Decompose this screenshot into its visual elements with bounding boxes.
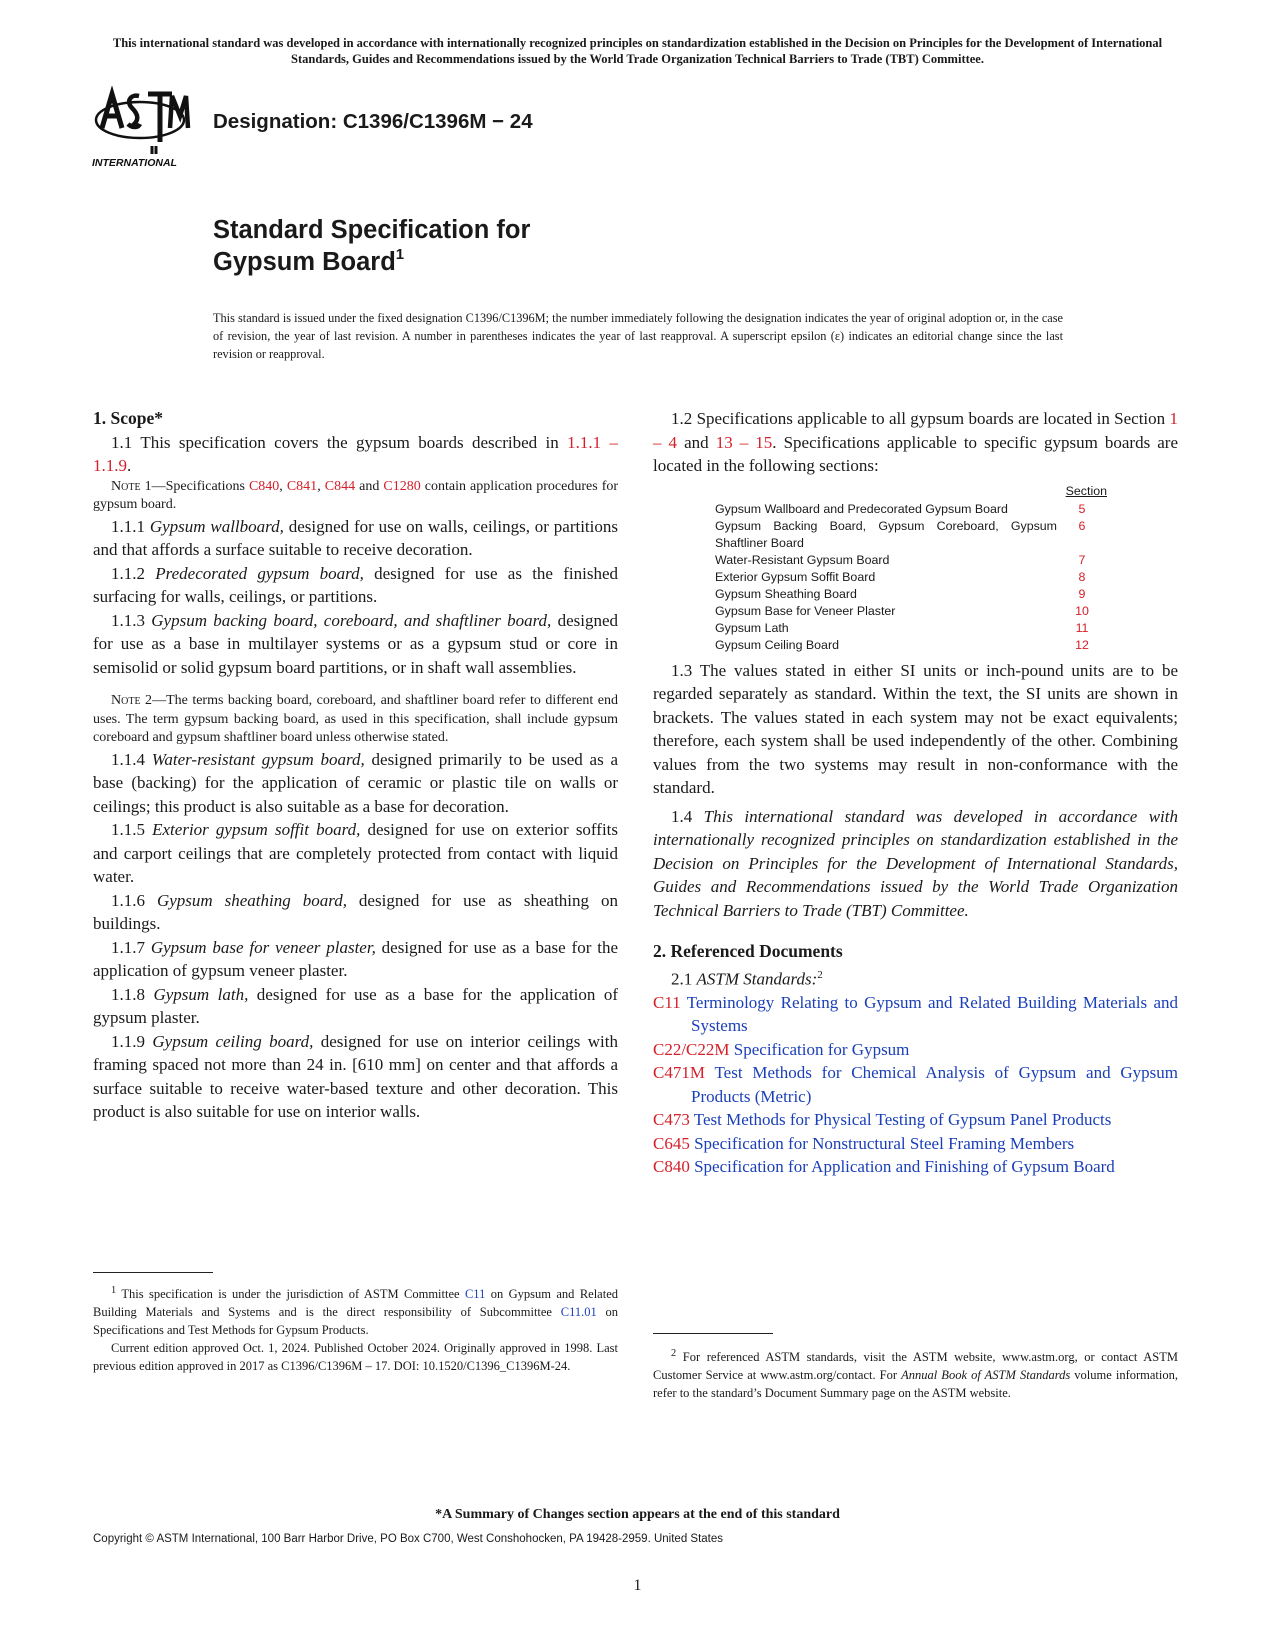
section-link[interactable]: 12	[1075, 637, 1089, 652]
section-link[interactable]: 9	[1078, 586, 1086, 601]
logo-text: INTERNATIONAL	[92, 157, 177, 169]
ref-item[interactable]: C473 Test Methods for Physical Testing of Gypsum Panel Products	[653, 1110, 1112, 1130]
designation: Designation: C1396/C1396M − 24	[213, 110, 533, 133]
para-1-1-4: 1.1.4 Water-resistant gypsum board, designed primarily to be used as a base (backing) for the application of ceramic or plastic tile on walls or ceilings; this product is also suitable as a base for decoration.	[93, 749, 619, 816]
para-1-1-7: 1.1.7 Gypsum base for veneer plaster, designed for use as a base for the application of gypsum veneer plaster.	[93, 937, 618, 980]
para-1-1-2: 1.1.2 Predecorated gypsum board, designed for use as the finished surfacing for walls, ceilings, or partitions.	[93, 563, 618, 606]
para-1-1-9: 1.1.9 Gypsum ceiling board, designed for use on interior ceilings with framing spaced not more than 24 in. [610 mm] on center and that affords a surface suitable to receive water-based texture and other decoration. This product is also suitable for use on interior walls.	[93, 1031, 618, 1121]
left-column	[93, 407, 618, 1124]
section-heading-referenced: 2. Referenced Documents	[653, 941, 843, 961]
para-1-1-6: 1.1.6 Gypsum sheathing board, designed for use as sheathing on buildings.	[93, 890, 618, 933]
committee-link[interactable]: C11	[464, 1287, 486, 1302]
astm-logo	[92, 86, 192, 176]
ref-item[interactable]: C471M Test Methods for Chemical Analysis of Gypsum and Gypsum Products (Metric)	[653, 1063, 1178, 1106]
table-header-section: Section	[1065, 483, 1107, 498]
section-link[interactable]: 10	[1075, 603, 1089, 618]
ref-link[interactable]: C844	[324, 478, 356, 494]
title-footnote-marker: 1	[395, 246, 405, 263]
astm-logo-icon	[92, 86, 192, 176]
link-sections-13-15[interactable]: 13 – 15	[715, 432, 773, 452]
section-table	[715, 483, 1107, 654]
section-link[interactable]: 11	[1075, 620, 1089, 635]
link-1-1-range[interactable]: 1.1.1 – 1.1.9	[93, 432, 618, 475]
ref-item[interactable]: C11 Terminology Relating to Gypsum and Related Building Materials and Systems	[653, 992, 1178, 1036]
footnote-1: $^1$ This specification is under the jurisdiction of ASTM Committee C11 on Gypsum and Related Building Materials and Systems and is the direct responsibility of Subcommittee C11.01 on Specifications and Test Methods for Gypsum Products. Current edition approved Oct. 1, 2024. Published October 2024. Originally approved in 1998. Last previous edition approved in 2017 as C1396/C1396M – 17. DOI: 10.1520/C1396_C1396M-24.	[93, 1285, 619, 1374]
right-column	[653, 407, 1178, 1179]
ref-link[interactable]: C840	[248, 478, 280, 494]
section-link[interactable]: 8	[1078, 569, 1086, 584]
table-row: Gypsum Wallboard and Predecorated Gypsum Board 5	[715, 501, 1107, 518]
summary-notice: *A Summary of Changes section appears at the end of this standard	[435, 1507, 840, 1522]
section-heading-scope: 1. Scope*	[93, 408, 163, 428]
para-1-1-1: 1.1.1 Gypsum wallboard, designed for use on walls, ceilings, or partitions and that affords a surface suitable to receive decoration.	[93, 516, 618, 559]
para-1-1-3: 1.1.3 Gypsum backing board, coreboard, and shaftliner board, designed for use as a base in multilayer systems or as a gypsum stud or core in semisolid or solid gypsum board partitions, or in shaft wall assemblies.	[93, 610, 619, 677]
table-row: Gypsum Lath 11	[715, 620, 1107, 637]
table-row: Water-Resistant Gypsum Board 7	[715, 552, 1107, 569]
para-1-1-5: 1.1.5 Exterior gypsum soffit board, designed for use on exterior soffits and carport ceilings that are completely protected from contact with liquid water.	[93, 820, 619, 886]
table-row: Gypsum Ceiling Board 12	[715, 637, 1107, 654]
footnote-2: $^2$ For referenced ASTM standards, visit the ASTM website, www.astm.org, or contact ASTM Customer Service at www.astm.org/contact. For Annual Book of ASTM Standards volume information, refer to the standard’s Document Summary page on the ASTM website.	[653, 1348, 1179, 1401]
ref-item[interactable]: C645 Specification for Nonstructural Steel Framing Members	[653, 1133, 1075, 1153]
ref-item[interactable]: C840 Specification for Application and Finishing of Gypsum Board	[653, 1157, 1115, 1177]
table-row: Exterior Gypsum Soffit Board 8	[715, 569, 1107, 586]
section-link[interactable]: 6	[1078, 518, 1086, 533]
page-number: 1	[633, 1577, 642, 1594]
para-1-1: 1.1 This specification covers the gypsum boards described in 1.1.1 – 1.1.9.	[93, 432, 618, 475]
table-row: Gypsum Sheathing Board 9	[715, 586, 1107, 603]
note-1: Note 1—Specifications C840, C841, C844 and C1280 contain application procedures for gypsum board.	[93, 478, 619, 512]
para-1-1-8: 1.1.8 Gypsum lath, designed for use as a base for the application of gypsum plaster.	[93, 984, 619, 1027]
section-link[interactable]: 7	[1078, 552, 1086, 567]
copyright: Copyright © ASTM International, 100 Barr Harbor Drive, PO Box C700, West Conshohocken, PA 19428-2959. United States	[93, 1533, 724, 1545]
para-1-4: 1.4 This international standard was developed in accordance with internationally recognized principles on standardization established in the Decision on Principles for the Development of International Standards, Guides and Recommendations issued by the World Trade Organization Technical Barriers to Trade (TBT) Committee.	[653, 806, 1178, 920]
ref-link[interactable]: C841	[286, 478, 318, 494]
table-row: Gypsum Backing Board, Gypsum Coreboard, Gypsum Shaftliner Board 6	[715, 518, 1107, 552]
para-1-3: 1.3 The values stated in either SI units or inch-pound units are to be regarded separately as standard. Within the text, the SI units are shown in brackets. The values stated in each system may not be exact equivalents; therefore, each system shall be used independently of the other. Combining values from the two systems may result in non-conformance with the standard.	[653, 660, 1178, 797]
para-2-1: 2.1 ASTM Standards:$^2$	[671, 968, 823, 989]
note-2: Note 2—The terms backing board, coreboard, and shaftliner board refer to different end uses. The term gypsum backing board, as used in this specification, shall include gypsum coreboard and gypsum shaftliner board unless otherwise stated.	[93, 693, 618, 745]
ref-link[interactable]: C1280	[383, 478, 421, 494]
subcommittee-link[interactable]: C11.01	[560, 1305, 597, 1320]
link-sections-1-4[interactable]: 1 – 4	[653, 409, 1178, 452]
footnote-divider	[653, 1333, 773, 1334]
edition-info: Current edition approved Oct. 1, 2024. Published October 2024. Originally approved in 1998. Last previous edition approved in 2017 as C1396/C1396M – 17. DOI: 10.1520/C1396_C1396M-24.	[93, 1341, 618, 1374]
standard-notice: This international standard was developed in accordance with internationally recognized principles on standardization established in the Decision on Principles for the Development of International Standards, Guides and Recommendations issued by the World Trade Organization Technical Barriers to Trade (TBT) Committee.	[112, 36, 1163, 66]
para-1-2: 1.2 Specifications applicable to all gypsum boards are located in Section 1 – 4 and 13 – 15. Specifications applicable to specific gypsum boards are located in the following sections:	[653, 409, 1179, 475]
title-line-1: Standard Specification for	[213, 216, 531, 244]
title-line-2: Gypsum Board	[213, 248, 396, 276]
section-link[interactable]: 5	[1078, 501, 1086, 516]
issuance-statement: This standard is issued under the fixed designation C1396/C1396M; the number immediately following the designation indicates the year of original adoption or, in the case of revision, the year of last revision. A number in parentheses indicates the year of last reapproval. A superscript epsilon (ε) indicates an editorial change since the last revision or reapproval.	[213, 311, 1063, 361]
table-row: Gypsum Base for Veneer Plaster 10	[715, 603, 1107, 620]
footnote-divider	[93, 1272, 213, 1273]
page-title	[213, 214, 530, 278]
ref-item[interactable]: C22/C22M Specification for Gypsum	[653, 1039, 910, 1059]
